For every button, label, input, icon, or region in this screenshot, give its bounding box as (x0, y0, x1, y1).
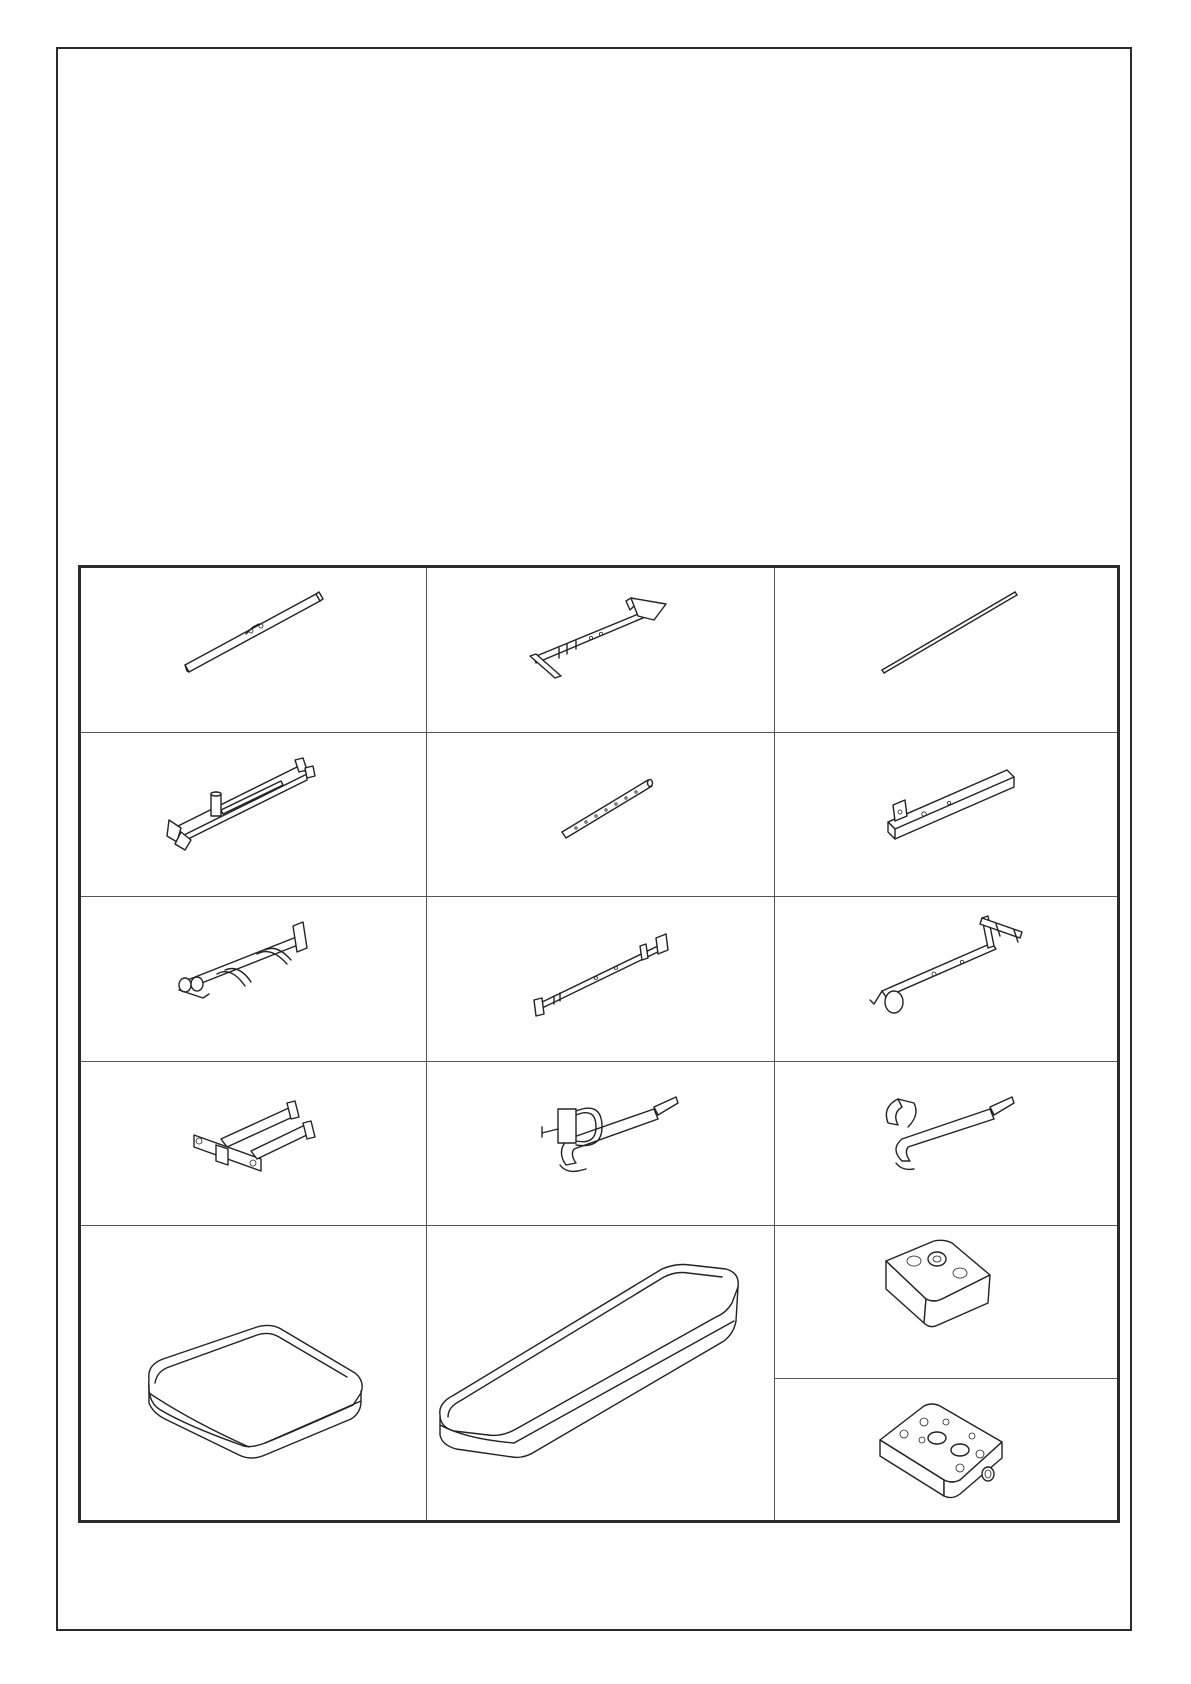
h-frame-icon (81, 1061, 426, 1225)
back-pad-icon (426, 1225, 774, 1520)
roller-block-icon (774, 1225, 1117, 1378)
part-cell-r3c2 (426, 896, 774, 1060)
part-cell-r4c3 (774, 1061, 1117, 1225)
straight-tube-icon (81, 568, 426, 732)
curved-arm-pulley-icon (426, 1061, 774, 1225)
curved-arm-icon (774, 1061, 1117, 1225)
tube-with-clamps-icon (81, 896, 426, 1060)
part-cell-r4c2 (426, 1061, 774, 1225)
part-cell-r4c1 (81, 1061, 426, 1225)
part-cell-r2c3 (774, 732, 1117, 896)
seat-pad-icon (81, 1225, 426, 1520)
part-cell-r5c1 (81, 1225, 426, 1520)
part-cell-r5c3a (774, 1225, 1117, 1378)
long-rod-icon (774, 568, 1117, 732)
part-cell-r5c2 (426, 1225, 774, 1520)
part-cell-r3c1 (81, 896, 426, 1060)
part-cell-r1c1 (81, 568, 426, 732)
weight-plate-block-icon (774, 1378, 1117, 1520)
parts-grid (78, 565, 1120, 1523)
adjustable-arm-icon (774, 896, 1117, 1060)
part-cell-r5c3b (774, 1378, 1117, 1520)
slotted-frame-tube-icon (81, 732, 426, 896)
part-cell-r1c3 (774, 568, 1117, 732)
square-tube-bracket-icon (774, 732, 1117, 896)
perforated-pin-icon (426, 732, 774, 896)
long-rail-icon (426, 896, 774, 1060)
part-cell-r2c2 (426, 732, 774, 896)
part-cell-r2c1 (81, 732, 426, 896)
tube-with-plate-icon (426, 568, 774, 732)
part-cell-r3c3 (774, 896, 1117, 1060)
part-cell-r1c2 (426, 568, 774, 732)
